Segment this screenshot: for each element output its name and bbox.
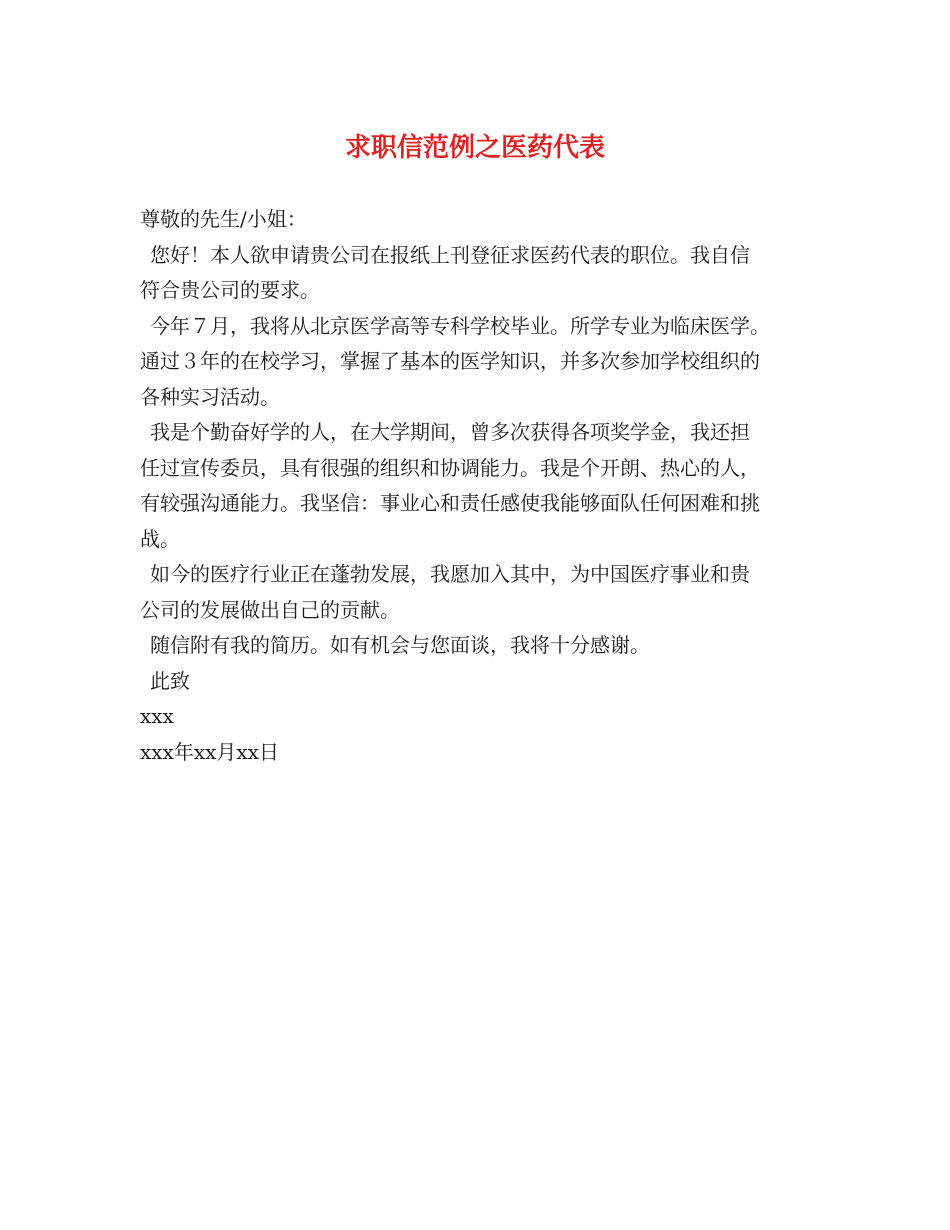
paragraph-line: 我是个勤奋好学的人，在大学期间，曾多次获得各项奖学金，我还担 [150,420,750,444]
signature-date: xxx年xx月xx日 [140,739,279,764]
salutation-line: 尊敬的先生/小姐： [140,207,307,231]
closing-line: 此致 [150,668,190,693]
document-title: 求职信范例之医药代表 [344,133,605,163]
paragraph-line: 任过宣传委员，具有很强的组织和协调能力。我是个开朗、热心的人， [140,455,760,480]
signature-name: xxx [140,704,174,728]
paragraph-line: 如今的医疗行业正在蓬勃发展，我愿加入其中，为中国医疗事业和贵 [150,562,750,586]
paragraph-line: 您好！本人欲申请贵公司在报纸上刊登征求医药代表的职位。我自信 [150,242,750,267]
letter-body [140,202,840,770]
paragraph-line: 战。 [140,526,180,551]
paragraph-line: 今年７月，我将从北京医学高等专科学校毕业。所学专业为临床医学。 [150,313,770,338]
paragraph-line: 公司的发展做出自己的贡献。 [140,597,400,622]
paragraph-line: 通过３年的在校学习，掌握了基本的医学知识，并多次参加学校组织的 [140,349,760,373]
paragraph-line: 各种实习活动。 [140,384,280,409]
paragraph-line: 符合贵公司的要求。 [140,278,320,302]
paragraph-line: 随信附有我的简历。如有机会与您面谈，我将十分感谢。 [150,633,650,657]
paragraph-line: 有较强沟通能力。我坚信：事业心和责任感使我能够面队任何困难和挑 [140,491,760,515]
